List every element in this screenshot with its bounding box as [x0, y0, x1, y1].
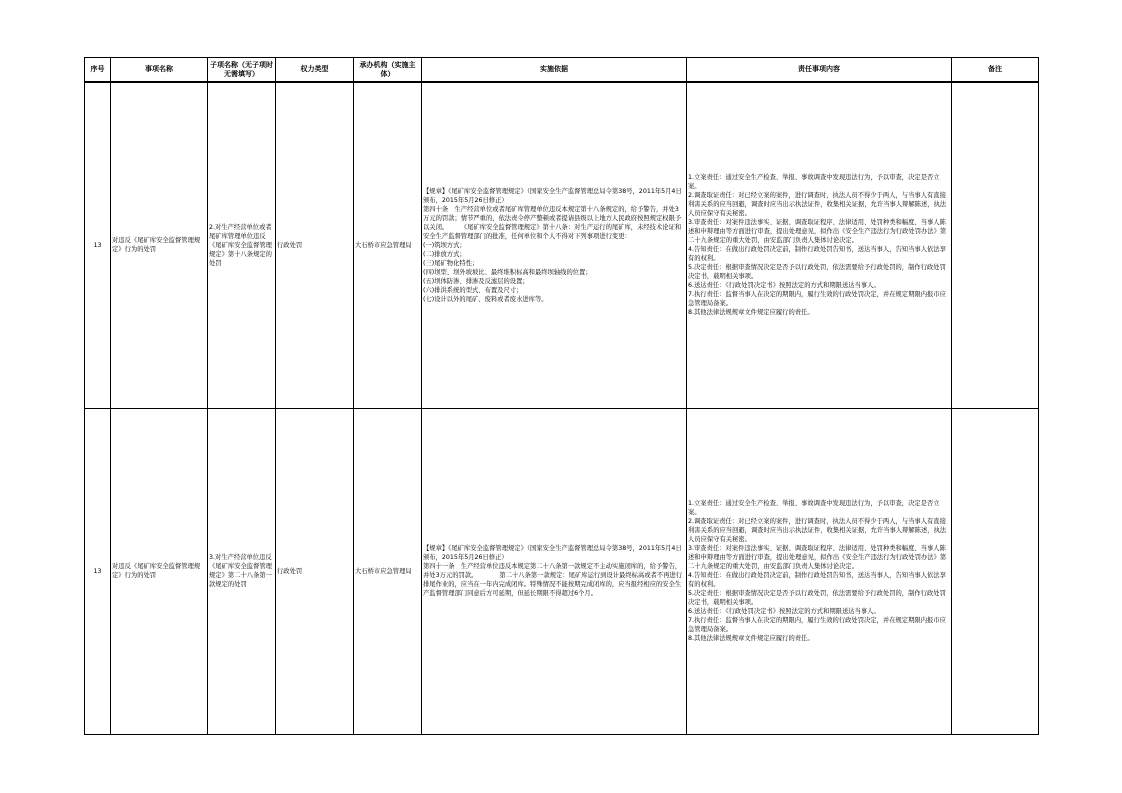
row-item-name: 对违反《尾矿库安全监督管理规定》行为的处罚 — [111, 408, 208, 734]
header-row — [85, 58, 1039, 83]
row-basis: 【规章】《尾矿库安全监督管理规定》（国家安全生产监督管理总局令第38号，2011年5月4日颁布，2015年5月26日修正） 第四十条 生产经营单位或者尾矿库管理单位违反本规定第十八条规定的，给予警告，并处3万元的罚款；情节严重的，依法责令停产整顿或者提请县级以上地方人民政府按照规定权限予以关闭。 《尾矿库安全监督管理规定》第十八条：对生产运行的尾矿库，未经技术论证和安全生产监督管理部门的批准，任何单位和个人不得对下列事项进行变更： (一)筑坝方式； (二)排放方式； (三)尾矿物化特性； (四)坝型、坝外坡坡比、最终堆积标高和最终坝轴线的位置； (五)坝体防渗、排渗及反滤层的设置； (六)排洪系统的型式、布置及尺寸； (七)设计以外的尾矿、废料或者废水进库等。 — [422, 82, 687, 408]
row-agency: 大石桥市应急管理局 — [354, 82, 422, 408]
row-remark — [952, 82, 1039, 408]
table-row — [85, 408, 1039, 734]
header-remark: 备注 — [952, 58, 1039, 83]
header-duty: 责任事项内容 — [687, 58, 952, 83]
table-row — [85, 82, 1039, 408]
header-item-name: 事项名称 — [111, 58, 208, 83]
header-basis: 实施依据 — [422, 58, 687, 83]
header-power-type: 权力类型 — [276, 58, 354, 83]
row-power-type: 行政处罚 — [276, 82, 354, 408]
row-duty: 1.立案责任：通过安全生产检查、举报、事故调查中发现违法行为，予以审查，决定是否立案。 2.调查取证责任：对已经立案的案件，进行调查时，执法人员不得少于两人，与当事人有直接利害关系的应当回避，调查时应当出示执法证件，收集相关证据，允许当事人辩解陈述，执法人员应保守有关秘密。 3.审查责任：对案件违法事实、证据、调查取证程序、法律适用、处罚种类和幅度、当事人陈述和申辩理由等方面进行审查，提出处理意见，拟作出《安全生产违法行为行政处罚办法》第二十九条规定的重大处罚，由安监部门负责人集体讨论决定。 4.告知责任：在做出行政处罚决定前，制作行政处罚告知书，送达当事人，告知当事人依法享有的权利。 5.决定责任：根据审查情况决定是否予以行政处罚，依法需要给予行政处罚的，制作行政处罚决定书，载明相关事项。 6.送达责任：《行政处罚决定书》按照法定的方式和期限送达当事人。 7.执行责任：监督当事人在决定的期限内，履行生效的行政处罚决定，并在规定期限内报市应急管理局备案。 8.其他法律法规规章文件规定应履行的责任。 — [687, 82, 952, 408]
header-agency: 承办机构（实施主体） — [354, 58, 422, 83]
row-power-type: 行政处罚 — [276, 408, 354, 734]
row-item-name: 对违反《尾矿库安全监督管理规定》行为的处罚 — [111, 82, 208, 408]
row-remark — [952, 408, 1039, 734]
row-sub-item: 3.对生产经营单位违反《尾矿库安全监督管理规定》第二十八条第一款规定的处罚 — [208, 408, 276, 734]
row-index: 13 — [85, 408, 111, 734]
row-index: 13 — [85, 82, 111, 408]
row-duty: 1.立案责任：通过安全生产检查、举报、事故调查中发现违法行为，予以审查，决定是否立案。 2.调查取证责任：对已经立案的案件，进行调查时，执法人员不得少于两人，与当事人有直接利害关系的应当回避，调查时应当出示执法证件，收集相关证据，允许当事人辩解陈述，执法人员应保守有关秘密。 3.审查责任：对案件违法事实、证据、调查取证程序、法律适用、处罚种类和幅度、当事人陈述和申辩理由等方面进行审查，提出处理意见，拟作出《安全生产违法行为行政处罚办法》第二十九条规定的重大处罚，由安监部门负责人集体讨论决定。 4.告知责任：在做出行政处罚决定前，制作行政处罚告知书，送达当事人，告知当事人依法享有的权利。 5.决定责任：根据审查情况决定是否予以行政处罚，依法需要给予行政处罚的，制作行政处罚决定书，载明相关事项。 6.送达责任：《行政处罚决定书》按照法定的方式和期限送达当事人。 7.执行责任：监督当事人在决定的期限内，履行生效的行政处罚决定，并在规定期限内报市应急管理局备案。 8.其他法律法规规章文件规定应履行的责任。 — [687, 408, 952, 734]
header-sub-item: 子项名称（无子项时无需填写） — [208, 58, 276, 83]
row-agency: 大石桥市应急管理局 — [354, 408, 422, 734]
header-index: 序号 — [85, 58, 111, 83]
row-sub-item: 2.对生产经营单位或者尾矿库管理单位违反《尾矿库安全监督管理规定》第十八条规定的处罚 — [208, 82, 276, 408]
row-basis: 【规章】《尾矿库安全监督管理规定》（国家安全生产监督管理总局令第38号，2011年5月4日颁布，2015年5月26日修正） 第四十一条 生产经营单位违反本规定第二十八条第一款规定不主动实施闭库的，给予警告，并处3万元的罚款。 第二十八条第一款规定：尾矿库运行到设计最终标高或者不再进行排尾作业的，应当在一年内完成闭库。特殊情况不能按期完成闭库的，应当报经相应的安全生产监督管理部门同意后方可延期，但延长期限不得超过6个月。 — [422, 408, 687, 734]
responsibility-table — [84, 57, 1039, 735]
